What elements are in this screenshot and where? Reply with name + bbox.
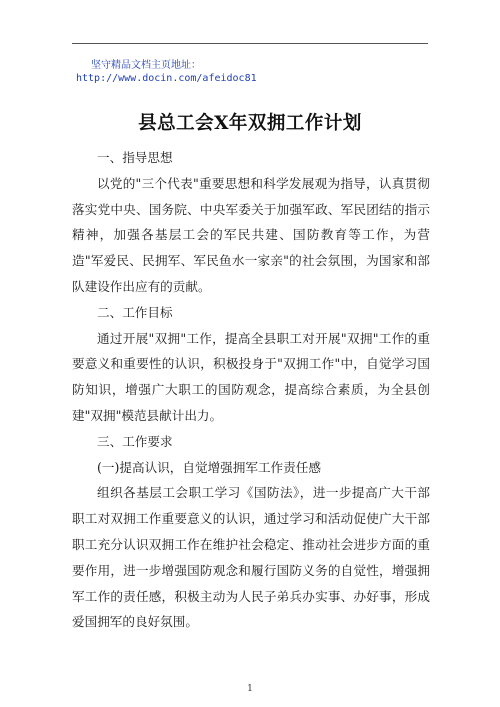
paragraph-guiding-thought: 以党的"三个代表"重要思想和科学发展观为指导，认真贯彻落实党中央、国务院、中央军委关于加强军政、军民团结的指示精神，加强各基层工会的军民共建、国防教育等工作，为营造"军爱民、民拥军、军民鱼水一家亲"的社会氛围，为国家和部队建设作出应有的贡献。 — [72, 175, 430, 294]
paragraph-awareness: 组织各基层工会职工学习《国防法》，进一步提高广大干部职工对双拥工作重要意义的认识，通过学习和活动促使广大干部职工充分认识双拥工作在维护社会稳定、推动社会进步方面的重要作用，进一步增强国防观念和履行国防义务的自觉性，增强拥军工作的责任感，积极主动为人民子弟兵办实事、办好事，形成爱国拥军的良好氛围。 — [72, 485, 430, 630]
document-body — [72, 145, 430, 635]
section-heading-guiding-thought: 一、指导思想 — [97, 150, 173, 165]
section-heading-goals: 二、工作目标 — [97, 304, 173, 320]
header-rule — [72, 43, 428, 44]
subsection-heading-awareness: (一)提高认识，自觉增强拥军工作责任感 — [97, 459, 321, 475]
page-number: 1 — [247, 684, 253, 694]
header-site-url[interactable]: http://www.docin.com/afeidoc81 — [76, 73, 257, 84]
document-title: 县总工会X年双拥工作计划 — [138, 113, 362, 134]
header-site-label: 坚守精品文档主页地址： — [91, 60, 201, 71]
section-heading-requirements: 三、工作要求 — [97, 433, 173, 449]
paragraph-goals: 通过开展"双拥"工作，提高全县职工对开展"双拥"工作的重要意义和重要性的认识，积极投身于"双拥工作"中，自觉学习国防知识，增强广大职工的国防观念，提高综合素质，为全县创建"双拥"模范县献计出力。 — [72, 330, 430, 423]
